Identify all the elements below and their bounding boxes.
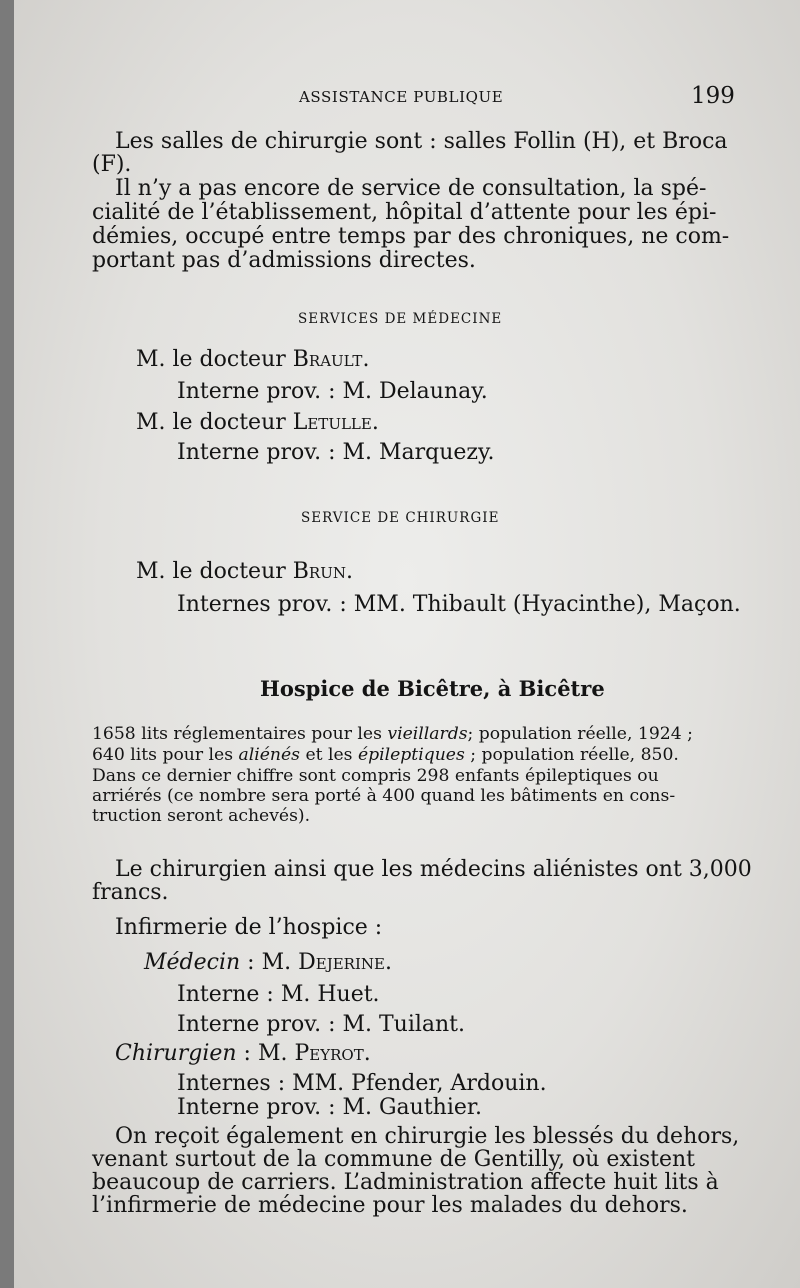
intern-line: Interne prov. : M. Delaunay.	[177, 379, 488, 404]
doctor-name: Letulle	[292, 410, 372, 435]
hospice-title: Hospice de Bicêtre, à Bicêtre	[260, 676, 605, 701]
section-heading-chirurgie: SERVICE DE CHIRURGIE	[301, 510, 500, 526]
intern-line: Internes prov. : MM. Thibault (Hyacinthe), Maçon.	[177, 592, 741, 617]
doctor-prefix: M. le docteur	[136, 347, 293, 372]
running-title: ASSISTANCE PUBLIQUE	[299, 88, 504, 106]
text-line: Les salles de chirurgie sont : salles Follin (H), et Broca	[115, 129, 728, 154]
text-line: cialité de l’établissement, hôpital d’attente pour les épi-	[92, 200, 717, 225]
doctor-line: M. le docteur Brun.	[136, 559, 353, 584]
text-line: beaucoup de carriers. L’administration affecte huit lits à	[92, 1170, 719, 1195]
doctor-name: Brun	[292, 559, 346, 584]
page-number: 199	[691, 83, 735, 109]
medecin-line: Médecin : M. Dejerine.	[144, 950, 392, 975]
intern-line: Interne : M. Huet.	[177, 982, 380, 1007]
text-line: On reçoit également en chirurgie les blessés du dehors,	[115, 1124, 740, 1149]
text-line: (F).	[92, 152, 132, 177]
doctor-line: M. le docteur Brault.	[136, 347, 370, 372]
text-line: portant pas d’admissions directes.	[92, 248, 476, 273]
intern-line: Interne prov. : M. Marquezy.	[177, 440, 495, 465]
text-line: démies, occupé entre temps par des chroniques, ne com-	[92, 224, 730, 249]
stats-line: truction seront achevés).	[92, 806, 311, 826]
book-page	[14, 0, 800, 1288]
stats-line: Dans ce dernier chiffre sont compris 298 enfants épileptiques ou	[92, 766, 659, 786]
text-line: venant surtout de la commune de Gentilly, où existent	[92, 1147, 696, 1172]
section-heading-medecine: SERVICES DE MÉDECINE	[298, 311, 503, 327]
stats-line: 1658 lits réglementaires pour les vieillards; population réelle, 1924 ;	[92, 724, 693, 744]
doctor-line: M. le docteur Letulle.	[136, 410, 379, 435]
intern-line: Interne prov. : M. Gauthier.	[177, 1095, 483, 1120]
infirmerie-heading: Infirmerie de l’hospice :	[115, 915, 383, 940]
stats-line: arriérés (ce nombre sera porté à 400 quand les bâtiments en cons-	[92, 786, 676, 806]
intern-line: Interne prov. : M. Tuilant.	[177, 1012, 466, 1037]
text-line: l’infirmerie de médecine pour les malades du dehors.	[92, 1193, 688, 1218]
doctor-name: Brault	[292, 347, 363, 372]
doctor-prefix: M. le docteur	[136, 559, 293, 584]
intern-line: Internes : MM. Pfender, Ardouin.	[177, 1071, 547, 1096]
text-line: Il n’y a pas encore de service de consultation, la spé-	[115, 176, 707, 201]
stats-line: 640 lits pour les aliénés et les épileptiques ; population réelle, 850.	[92, 745, 679, 765]
doctor-prefix: M. le docteur	[136, 410, 293, 435]
text-line: Le chirurgien ainsi que les médecins aliénistes ont 3,000	[115, 857, 752, 882]
text-line: francs.	[92, 880, 169, 905]
chirurgien-line: Chirurgien : M. Peyrot.	[115, 1041, 371, 1066]
